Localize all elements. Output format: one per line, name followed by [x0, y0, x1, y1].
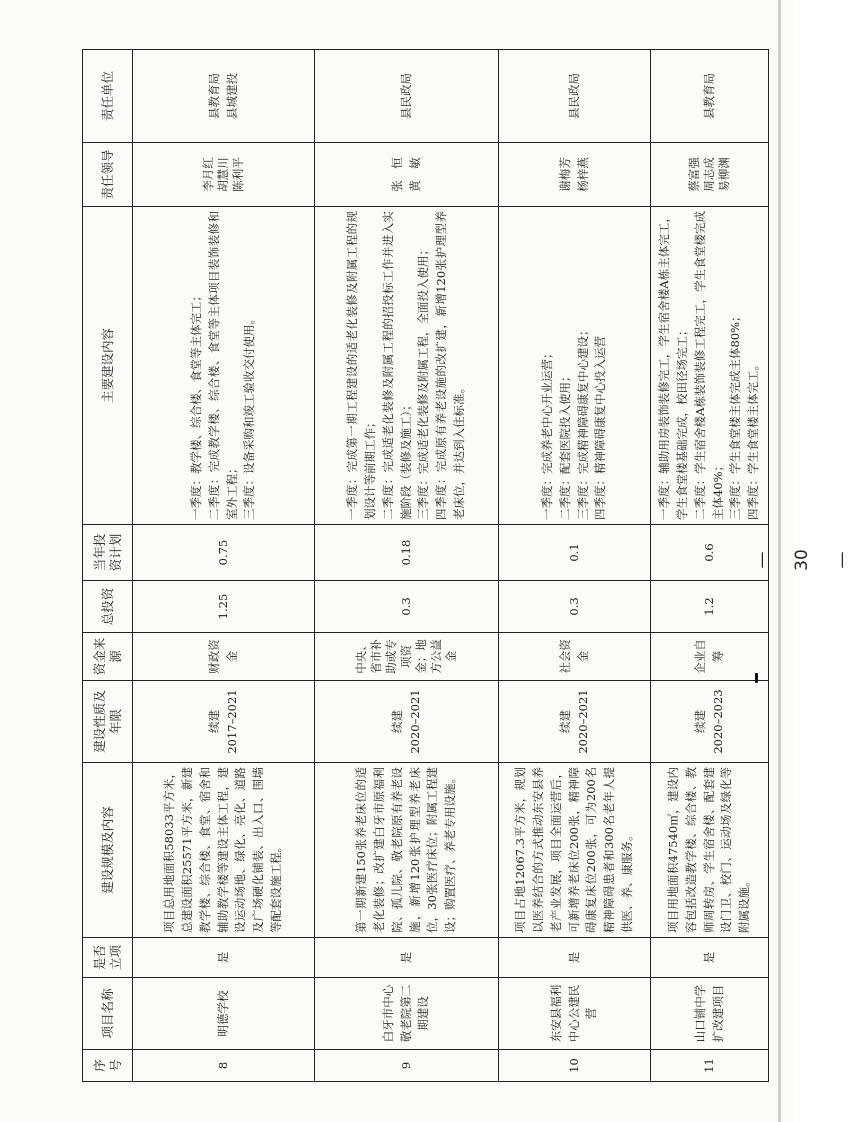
- col-header-funding: 资金来源: [83, 633, 133, 681]
- cell-content: 一季度：完成第一期工程建设的适老化装修及附属工程的规划设计等前期工作； 二季度：完成适老化装修及附属工程的招投标工作并进入实施阶段（装修及施工）； 三季度：完成适老化装修及附属工程，全面投入使用； 四季度：完成原有养老设施的改扩建，新增120张护理型养老床位，并达到入住标准。: [315, 207, 499, 525]
- cell-nature: 续建 2020–2021: [315, 681, 499, 763]
- cell-content: 一季度：完成养老中心开业运营； 二季度：配套医院投入使用； 三季度：完成精神障碍康复中心建设； 四季度：精神障碍康复中心投入运营: [499, 207, 651, 525]
- cell-scale: 项目总用地面积58033平方米，总建设面积25571平方米，新建教学楼、综合楼、食堂、宿舍和辅助教学楼等建设主体工程，建设运动场地、绿化、亮化、道路及广场硬化铺装、出入口、围墙等配套设施工程。: [133, 763, 315, 938]
- col-header-name: 项目名称: [83, 978, 133, 1050]
- cell-annual: 0.1: [499, 525, 651, 581]
- cell-unit: 县教育局 县城建投: [133, 50, 315, 143]
- cell-nature: 续建 2017–2021: [133, 681, 315, 763]
- cell-leader: 李月红 胡慧川 陈利平: [133, 143, 315, 207]
- col-header-leader: 责任领导: [83, 143, 133, 207]
- cell-name: 东安县福利中心公建民营: [499, 978, 651, 1050]
- col-header-approved: 是否立项: [83, 938, 133, 978]
- cell-nature: 续建 2020–2021: [499, 681, 651, 763]
- project-table: [82, 49, 769, 1082]
- cell-name: 明德学校: [133, 978, 315, 1050]
- cell-unit: 县民政局: [315, 50, 499, 143]
- cell-content: 一季度：教学楼、综合楼、食堂等主体完工； 二季度：完成教学楼、综合楼、食堂等主体项目装饰装修和室外工程； 三季度：设备采购和竣工验收交付使用。: [133, 207, 315, 525]
- rotated-table-wrapper: [82, 50, 768, 1082]
- cell-approved: 是: [315, 938, 499, 978]
- cell-nature: 续建 2020–2023: [651, 681, 769, 763]
- cell-no: 9: [315, 1050, 499, 1082]
- cell-unit: 县民政局: [499, 50, 651, 143]
- cell-content: 一季度：辅助用房装饰装修完工，学生宿舍楼A栋主体完工，学生食堂楼基础完成，校田径场完工； 二季度：学生宿舍楼A栋装饰装修工程完工，学生食堂楼完成主体40%； 三季度：学生食堂楼主体完成主体80%； 四季度：学生食堂楼主体完工。: [651, 207, 769, 525]
- page-number: — 30 —: [752, 549, 852, 571]
- cell-leader: 蔡富强 周志成 易柳渊: [651, 143, 769, 207]
- cell-total: 0.3: [499, 581, 651, 633]
- cell-annual: 0.75: [133, 525, 315, 581]
- table-row: [499, 50, 651, 1082]
- table-row: [315, 50, 499, 1082]
- cell-total: 0.3: [315, 581, 499, 633]
- cell-unit: 县教育局: [651, 50, 769, 143]
- cell-funding: 企业自筹: [651, 633, 769, 681]
- cell-funding: 财政资金: [133, 633, 315, 681]
- col-header-scale: 建设规模及内容: [83, 763, 133, 938]
- cell-approved: 是: [651, 938, 769, 978]
- cell-annual: 0.6: [651, 525, 769, 581]
- cell-funding: 中央、省市补助或专项资金；地方公益金: [315, 633, 499, 681]
- cell-scale: 项目占地12067.3平方米，规划以医养结合的方式推动东安县养老产业发展，项目全面运营后，可新增养老床位200张，精神障碍康复床位200张，可为200名精神障碍患者和300名老年人提供医、养、康服务。: [499, 763, 651, 938]
- table-header-row: [83, 50, 133, 1082]
- cell-total: 1.2: [651, 581, 769, 633]
- cell-no: 11: [651, 1050, 769, 1082]
- cell-no: 10: [499, 1050, 651, 1082]
- cell-funding: 社会资金: [499, 633, 651, 681]
- col-header-annual: 当年投资计划: [83, 525, 133, 581]
- cell-approved: 是: [133, 938, 315, 978]
- col-header-no: 序号: [83, 1050, 133, 1082]
- cell-scale: 项目用地面积47540㎡，建设内容包括改造教学楼、综合楼、教师周转房、学生宿舍楼、配套建设门卫、校门、运动场及绿化等附属设施。: [651, 763, 769, 938]
- col-header-unit: 责任单位: [83, 50, 133, 143]
- cell-no: 8: [133, 1050, 315, 1082]
- cell-scale: 第一期新建150张养老床位的适老化装修；改扩建白牙市原福利院、孤儿院、敬老院原有养老设施，新增120张护理型养老床位，30张医疗床位；附属工程建设；购置医疗、养老专用设施。: [315, 763, 499, 938]
- cell-annual: 0.18: [315, 525, 499, 581]
- col-header-content: 主要建设内容: [83, 207, 133, 525]
- cell-leader: 张 恒 黄 敏: [315, 143, 499, 207]
- scan-speck: [755, 673, 758, 683]
- table-row: [133, 50, 315, 1082]
- cell-name: 山口铺中学扩改建项目: [651, 978, 769, 1050]
- col-header-total: 总投资: [83, 581, 133, 633]
- project-table-frame: [82, 50, 768, 1082]
- col-header-nature: 建设性质及年限: [83, 681, 133, 763]
- cell-name: 白牙市中心敬老院第二期建设: [315, 978, 499, 1050]
- cell-leader: 谢梅芳 杨梓燕: [499, 143, 651, 207]
- cell-approved: 是: [499, 938, 651, 978]
- cell-total: 1.25: [133, 581, 315, 633]
